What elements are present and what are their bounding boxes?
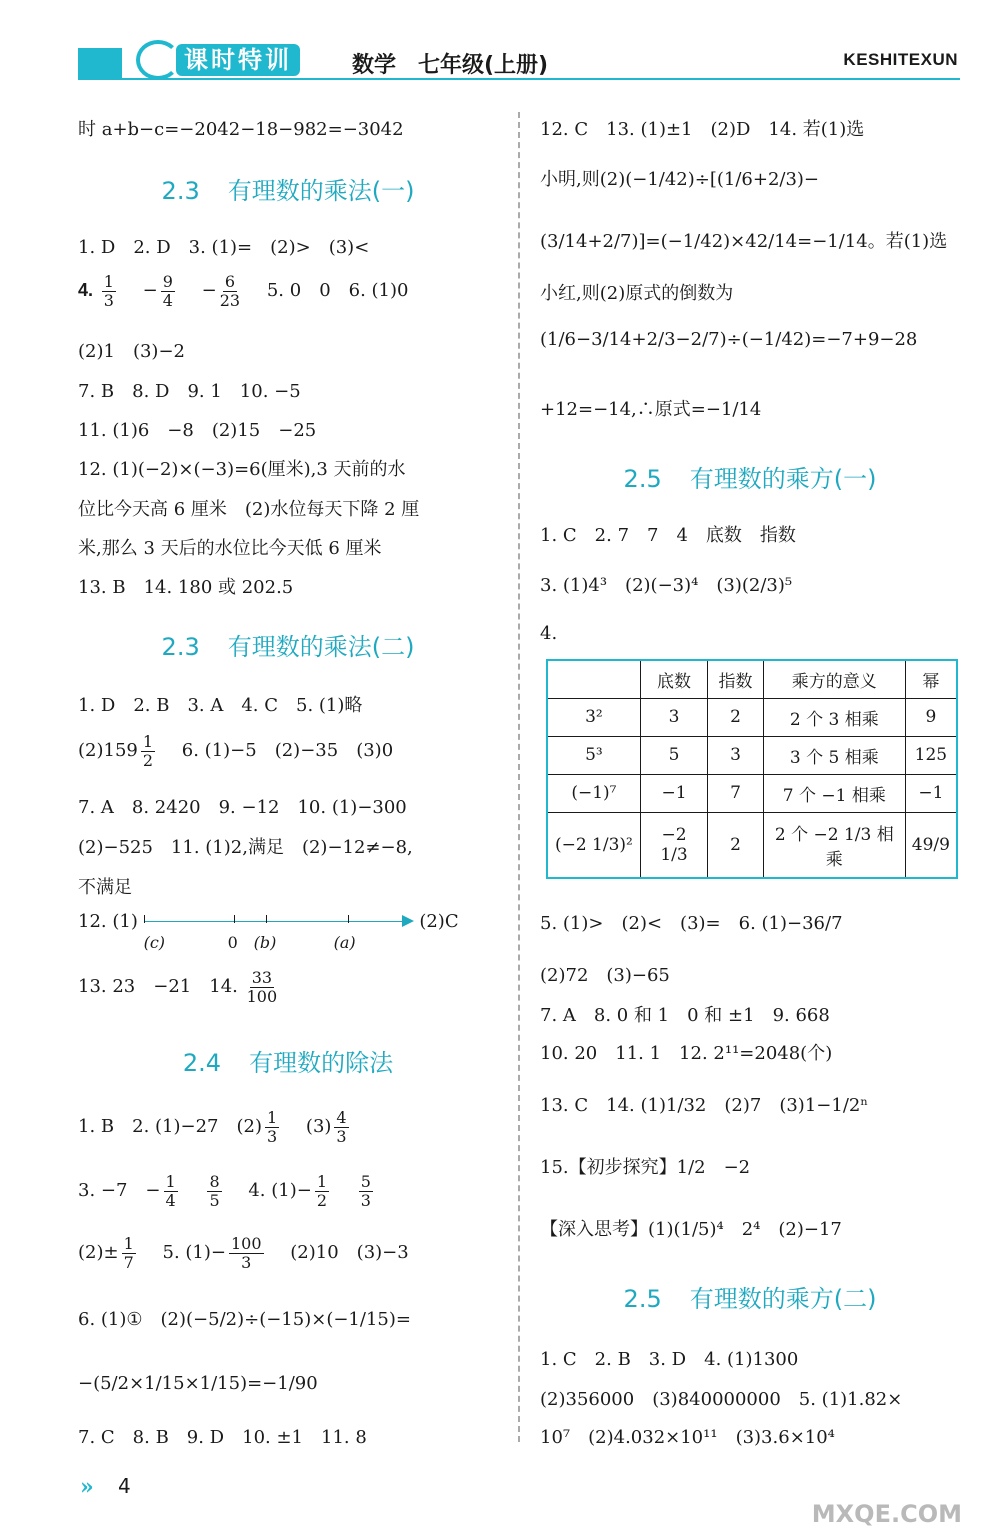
answer-line: 1. C 2. B 3. D 4. (1)1300 bbox=[540, 1349, 799, 1370]
answer-line: 12. (1)(−2)×(−3)=6(厘米),3 天前的水 bbox=[78, 459, 406, 480]
answer-line: 12. C 13. (1)±1 (2)D 14. 若(1)选 bbox=[540, 119, 865, 140]
table-row: (−2 1/3)² −2 1/3 2 2 个 −2 1/3 相乘 49/9 bbox=[547, 812, 957, 878]
answer-line: 10⁷ (2)4.032×10¹¹ (3)3.6×10⁴ bbox=[540, 1427, 835, 1448]
answer-line: (2)72 (3)−65 bbox=[540, 965, 670, 986]
subject-grade: 数学 七年级(上册) bbox=[352, 53, 549, 78]
answer-line: 1. B 2. (1)−27 (2) $\frac{1}{3}$ (3) $\frac{4}{3}$ bbox=[78, 1108, 347, 1146]
answer-line: (2)−525 11. (1)2,满足 (2)−12≠−8, bbox=[78, 837, 413, 858]
answer-line: 13. B 14. 180 或 202.5 bbox=[78, 577, 294, 598]
page-arrow-icon: » bbox=[80, 1474, 94, 1500]
answer-line: 3. (1)4³ (2)(−3)⁴ (3)(2/3)⁵ bbox=[540, 575, 793, 596]
answer-line: (1/6−3/14+2/3−2/7)÷(−1/42)=−7+9−28 bbox=[540, 329, 918, 350]
section-number: 2.5 bbox=[623, 1285, 662, 1313]
fraction: $\frac{1}{3}$ bbox=[103, 272, 114, 310]
fraction: $\frac{5}{3}$ bbox=[360, 1172, 371, 1210]
table-row: (−1)⁷ −1 7 7 个 −1 相乘 −1 bbox=[547, 774, 957, 812]
table-row: 5³ 5 3 3 个 5 相乘 125 bbox=[547, 736, 957, 774]
section-title: 有理数的乘法(二) bbox=[227, 633, 415, 661]
table-row: 3² 3 2 2 个 3 相乘 9 bbox=[547, 698, 957, 736]
header-rule bbox=[78, 78, 960, 80]
answer-line: 小红,则(2)原式的倒数为 bbox=[540, 283, 734, 304]
fraction: $\frac{1}{4}$ bbox=[165, 1172, 176, 1210]
number-line: (c) 0 (b) (a) bbox=[144, 911, 414, 955]
fraction: $\frac{8}{5}$ bbox=[209, 1172, 220, 1210]
fraction: $\frac{1}{2}$ bbox=[142, 732, 154, 770]
answer-line: 7. B 8. D 9. 1 10. −5 bbox=[78, 381, 301, 402]
answer-line: (2)1 (3)−2 bbox=[78, 341, 185, 362]
answer-line: 1. D 2. D 3. (1)= (2)> (3)< bbox=[78, 237, 370, 258]
logo-title: 课时特训 bbox=[176, 44, 300, 76]
section-heading bbox=[540, 459, 960, 494]
section-title: 有理数的乘方(二) bbox=[689, 1285, 877, 1313]
fraction: $\frac{1}{7}$ bbox=[123, 1234, 134, 1272]
power-table bbox=[546, 659, 958, 879]
section-heading bbox=[78, 1043, 498, 1078]
answer-line: 【深入思考】(1)(1/5)⁴ 2⁴ (2)−17 bbox=[540, 1219, 842, 1240]
column-divider bbox=[518, 112, 520, 1442]
section-heading bbox=[540, 1279, 960, 1314]
answer-line: 1. C 2. 7 7 4 底数 指数 bbox=[540, 525, 796, 546]
section-number: 2.3 bbox=[161, 633, 200, 661]
answer-line: 4. $\frac{1}{3}$ − $\frac{9}{4}$ − $\frac{6}{23}$ 5. 0 0 6. (1)0 bbox=[78, 272, 409, 310]
answer-line: 6. (1)① (2)(−5/2)÷(−15)×(−1/15)= bbox=[78, 1309, 411, 1330]
answer-line: (2)± $\frac{1}{7}$ 5. (1)− $\frac{100}{3}$ (2)10 (3)−3 bbox=[78, 1234, 409, 1272]
answer-line: 小明,则(2)(−1/42)÷[(1/6+2/3)− bbox=[540, 169, 820, 190]
section-number: 2.4 bbox=[182, 1049, 222, 1077]
table-header-row: 底数 指数 乘方的意义 幂 bbox=[547, 660, 957, 698]
answer-line: 3. −7 − $\frac{1}{4}$ $\frac{8}{5}$ 4. (1)− $\frac{1}{2}$ $\frac{5}{3}$ bbox=[78, 1172, 371, 1210]
text-line: 时 a+b−c=−2042−18−982=−3042 bbox=[78, 119, 404, 140]
section-number: 2.5 bbox=[623, 465, 662, 493]
fraction: $\frac{33}{100}$ bbox=[246, 968, 278, 1006]
watermark: MXQE.COM bbox=[811, 1500, 962, 1528]
page-number: 4 bbox=[118, 1474, 131, 1498]
section-heading bbox=[78, 171, 498, 206]
answer-line: 13. 23 −21 14. $\frac{33}{100}$ bbox=[78, 968, 278, 1006]
answer-line: 5. (1)> (2)< (3)= 6. (1)−36/7 bbox=[540, 913, 843, 934]
section-title: 有理数的乘方(一) bbox=[689, 465, 877, 493]
answer-line: 4. bbox=[540, 623, 558, 644]
question-number: 4. bbox=[78, 280, 94, 301]
answer-line: 12. (1) (c) 0 (b) (a) (2)C bbox=[78, 911, 459, 955]
series-logo bbox=[136, 40, 326, 80]
answer-line: 米,那么 3 天后的水位比今天低 6 厘米 bbox=[78, 538, 382, 559]
header-color-bar bbox=[78, 48, 122, 78]
answer-line: (3/14+2/7)]=(−1/42)×42/14=−1/14。若(1)选 bbox=[540, 231, 948, 252]
answer-line: −(5/2×1/15×1/15)=−1/90 bbox=[78, 1373, 318, 1394]
answer-line: 10. 20 11. 1 12. 2¹¹=2048(个) bbox=[540, 1043, 833, 1064]
answer-line: 13. C 14. (1)1/32 (2)7 (3)1−1/2ⁿ bbox=[540, 1095, 869, 1116]
answer-line: 7. C 8. B 9. D 10. ±1 11. 8 bbox=[78, 1427, 367, 1448]
answer-line: (2)356000 (3)840000000 5. (1)1.82× bbox=[540, 1389, 903, 1410]
fraction: $\frac{4}{3}$ bbox=[336, 1108, 347, 1146]
answer-line: 7. A 8. 2420 9. −12 10. (1)−300 bbox=[78, 797, 407, 818]
brand-en: KESHITEXUN bbox=[843, 50, 958, 69]
section-heading bbox=[78, 627, 498, 662]
fraction: $\frac{1}{2}$ bbox=[316, 1172, 328, 1210]
fraction: $\frac{9}{4}$ bbox=[162, 272, 173, 310]
answer-line: (2)159 $\frac{1}{2}$ 6. (1)−5 (2)−35 (3)0 bbox=[78, 732, 394, 770]
answer-line: 11. (1)6 −8 (2)15 −25 bbox=[78, 420, 317, 441]
fraction: $\frac{100}{3}$ bbox=[231, 1234, 262, 1272]
section-title: 有理数的除法 bbox=[249, 1049, 394, 1077]
logo-swirl-icon bbox=[136, 40, 180, 80]
answer-line: 7. A 8. 0 和 1 0 和 ±1 9. 668 bbox=[540, 1005, 830, 1026]
answer-line: 1. D 2. B 3. A 4. C 5. (1)略 bbox=[78, 695, 363, 716]
arrow-icon bbox=[402, 915, 414, 927]
section-number: 2.3 bbox=[161, 177, 200, 205]
fraction: $\frac{6}{23}$ bbox=[219, 272, 241, 310]
answer-line: +12=−14,∴原式=−1/14 bbox=[540, 399, 762, 420]
answer-line: 位比今天高 6 厘米 (2)水位每天下降 2 厘 bbox=[78, 499, 420, 520]
section-title: 有理数的乘法(一) bbox=[227, 177, 415, 205]
answer-line: 不满足 bbox=[78, 877, 132, 898]
answer-line: 15.【初步探究】1/2 −2 bbox=[540, 1157, 751, 1178]
fraction: $\frac{1}{3}$ bbox=[267, 1108, 278, 1146]
